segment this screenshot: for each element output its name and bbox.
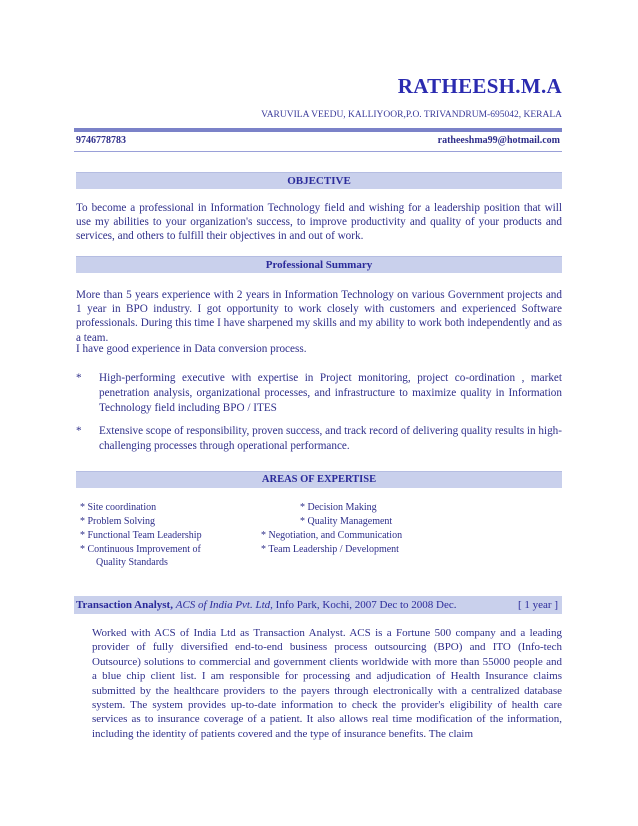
job-header-left (76, 596, 457, 614)
contact-row (74, 135, 562, 149)
candidate-name: RATHEESH.M.A (397, 74, 562, 98)
bullet-text: High-performing executive with expertise in Project monitoring, project co-ordination , market penetration analysis, organizational processes, and infrastructure to maximize quality in Information Technology field including BPO / ITES (99, 372, 562, 414)
email-address: ratheeshma99@hotmail.com (437, 135, 560, 146)
job-company: ACS of India Pvt. Ltd, (175, 599, 273, 611)
expertise-item: Quality Standards (96, 557, 168, 568)
job-location-dates: Info Park, Kochi, 2007 Dec to 2008 Dec. (275, 599, 457, 611)
job-description: Worked with ACS of India Ltd as Transaction Analyst. ACS is a Fortune 500 company and a leading provider of fully diversified end-to-end business process outsourcing (BPO) and ITO (Info-tech Outsource) solutions to commercial and government clients worldwide with more than 55000 people and a blue chip client list. I am responsible for processing and adjudication of Health Insurance claims submitted by the healthcare providers to the payers through electronically with a centralized database system. The system provides up-to-date information to check the provider's eligibility of health care services as to insurance coverage of a patient. It also allows real time modification of the information, including the identity of patients covered and the type of insurance benefits. The claim (92, 627, 562, 740)
contact-divider (74, 151, 562, 152)
expertise-item: * Continuous Improvement of (80, 544, 201, 555)
bullet-mark: * (76, 425, 82, 437)
expertise-item: * Negotiation, and Communication (261, 530, 403, 541)
job-header (74, 596, 562, 614)
expertise-item: * Team Leadership / Development (261, 544, 399, 555)
summary-data-conversion: I have good experience in Data conversion process. (76, 343, 307, 355)
expertise-item: * Functional Team Leadership (80, 530, 202, 541)
job-duration: [ 1 year ] (517, 599, 558, 611)
bullet-text: Extensive scope of responsibility, proven success, and track record of delivering quality results in high-challenging processes through operational performance. (99, 425, 562, 452)
expertise-item: * Quality Management (300, 516, 393, 527)
objective-text: To become a professional in Information Technology field and wishing for a leadership position that will use my abilities to your organization's success, to improve productivity and quality of your products and services, and others to fulfill their objectives in and out of work. (76, 202, 562, 243)
job-title: Transaction Analyst, (76, 599, 173, 611)
address: VARUVILA VEEDU, KALLIYOOR,P.O. TRIVANDRUM-695042, KERALA (261, 110, 562, 120)
expertise-item: * Problem Solving (80, 516, 156, 527)
expertise-item: * Decision Making (300, 502, 377, 513)
expertise-item: * Site coordination (80, 502, 157, 513)
summary-heading: Professional Summary (76, 256, 562, 273)
bullet-mark: * (76, 372, 82, 384)
objective-heading: OBJECTIVE (76, 172, 562, 189)
header-divider (74, 128, 562, 132)
expertise-heading: AREAS OF EXPERTISE (76, 471, 562, 488)
summary-paragraph: More than 5 years experience with 2 years in Information Technology on various Government projects and 1 year in BPO industry. I got opportunity to work closely with customers and experienced Software professionals. During this time I have sharpened my skills and my ability to work both independently and as a team. (76, 289, 562, 344)
phone-number: 9746778783 (76, 135, 126, 146)
